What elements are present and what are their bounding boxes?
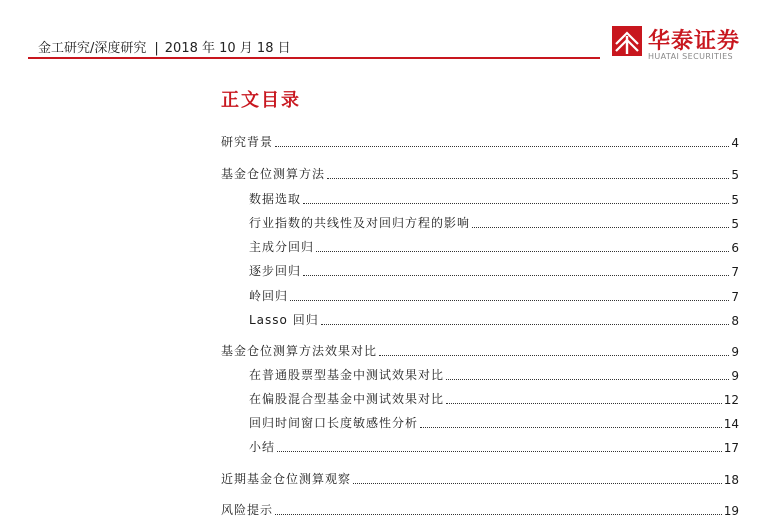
toc-entry[interactable] xyxy=(249,365,739,383)
toc-dot-leader xyxy=(446,378,729,380)
toc-entry-page: 6 xyxy=(731,241,739,255)
toc-entry-page: 14 xyxy=(723,417,739,431)
toc-dot-leader xyxy=(275,145,729,147)
header-separator: | xyxy=(154,41,159,56)
toc-entry-label: 岭回归 xyxy=(249,289,289,303)
toc-dot-leader xyxy=(379,354,729,356)
toc-dot-leader xyxy=(275,513,722,515)
toc-entry[interactable] xyxy=(249,310,739,328)
toc-entry[interactable] xyxy=(249,213,739,231)
toc-entry-page: 4 xyxy=(731,136,739,150)
toc-entry-page: 9 xyxy=(731,369,739,383)
toc-entry-label: 近期基金仓位测算观察 xyxy=(221,472,352,486)
huatai-logo xyxy=(612,22,744,64)
toc-entry-label: 在普通股票型基金中测试效果对比 xyxy=(249,368,445,382)
toc-entry-page: 19 xyxy=(723,504,739,518)
toc-entry-label: 逐步回归 xyxy=(249,264,302,278)
toc-entry-page: 17 xyxy=(723,441,739,455)
toc-entry-label: 回归时间窗口长度敏感性分析 xyxy=(249,416,419,430)
toc-dot-leader xyxy=(303,274,729,276)
toc-entry[interactable] xyxy=(221,341,739,359)
toc-entry-label: 在偏股混合型基金中测试效果对比 xyxy=(249,392,445,406)
toc-entry-label: 基金仓位测算方法 xyxy=(221,167,326,181)
toc-entry[interactable] xyxy=(221,132,739,150)
report-date: 2018 年 10 月 18 日 xyxy=(164,41,291,56)
toc-entry[interactable] xyxy=(249,286,739,304)
toc-dot-leader xyxy=(321,323,730,325)
huatai-logo-mark-icon xyxy=(612,26,642,56)
toc-entry-page: 5 xyxy=(731,168,739,182)
toc-entry-label: 行业指数的共线性及对回归方程的影响 xyxy=(249,216,471,230)
toc-entry-page: 8 xyxy=(731,314,739,328)
toc-entry-page: 5 xyxy=(731,193,739,207)
toc-entry[interactable] xyxy=(249,237,739,255)
toc-dot-leader xyxy=(446,402,722,404)
report-header xyxy=(38,37,291,56)
toc-title: 正文目录 xyxy=(221,90,301,111)
toc-entry-label: 基金仓位测算方法效果对比 xyxy=(221,344,378,358)
header-rule xyxy=(28,57,600,59)
toc-entry-page: 7 xyxy=(731,290,739,304)
toc-entry-label: 风险提示 xyxy=(221,503,274,517)
toc-dot-leader xyxy=(353,482,722,484)
toc-entry[interactable] xyxy=(221,164,739,182)
toc-entry-label: 研究背景 xyxy=(221,135,274,149)
toc-dot-leader xyxy=(420,426,722,428)
toc-entry-page: 5 xyxy=(731,217,739,231)
toc-entry-label: Lasso 回归 xyxy=(249,313,319,327)
toc-entry[interactable] xyxy=(221,500,739,518)
toc-entry-page: 18 xyxy=(723,473,739,487)
toc-dot-leader xyxy=(472,226,729,228)
report-category: 金工研究/深度研究 xyxy=(38,41,147,56)
toc-entry[interactable] xyxy=(249,437,739,455)
toc-entry-label: 数据选取 xyxy=(249,192,302,206)
toc-entry[interactable] xyxy=(249,189,739,207)
toc-entry-page: 12 xyxy=(723,393,739,407)
toc-dot-leader xyxy=(303,202,729,204)
toc-entry[interactable] xyxy=(249,261,739,279)
logo-name-cn: 华泰证券 xyxy=(648,29,741,54)
logo-name-en: HUATAI SECURITIES xyxy=(648,52,734,61)
toc-entry[interactable] xyxy=(249,389,739,407)
toc-entry-label: 小结 xyxy=(249,440,276,454)
toc-entry[interactable] xyxy=(249,413,739,431)
toc-dot-leader xyxy=(316,250,729,252)
toc-dot-leader xyxy=(327,177,729,179)
toc-entry-page: 7 xyxy=(731,265,739,279)
toc-entry-page: 9 xyxy=(731,345,739,359)
toc-dot-leader xyxy=(290,299,729,301)
toc-dot-leader xyxy=(277,450,722,452)
toc-entry-label: 主成分回归 xyxy=(249,240,315,254)
toc-entry[interactable] xyxy=(221,469,739,487)
